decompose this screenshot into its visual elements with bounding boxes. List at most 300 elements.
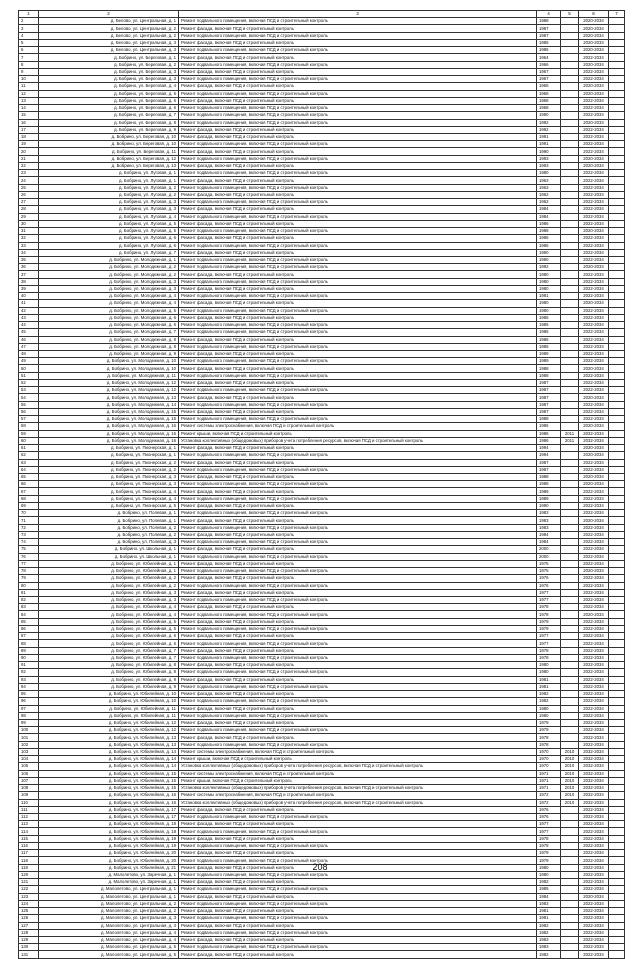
table-row bbox=[19, 177, 625, 184]
address-cell: д. Бобрино, ул. Полевая, д. 1 bbox=[39, 517, 179, 524]
year-built-cell: 1980 bbox=[537, 278, 561, 285]
year-built-cell: 1979 bbox=[537, 719, 561, 726]
address-cell: д. Бобрино, ул. Молодежная, д. 2 bbox=[39, 271, 179, 278]
address-cell: д. Малолетово, ул. Центральная, д. 3 bbox=[39, 922, 179, 929]
row-number-cell: 15 bbox=[19, 112, 39, 119]
row-number-cell: 9 bbox=[19, 68, 39, 75]
work-type-cell: Ремонт подвального помещения, включая ПСД и строительный контроль bbox=[179, 654, 537, 661]
work-type-cell: Ремонт фасада, включая ПСД и строительный контроль bbox=[179, 618, 537, 625]
year-overhaul-cell bbox=[561, 828, 579, 835]
year-overhaul-cell bbox=[561, 126, 579, 133]
note-cell bbox=[609, 835, 625, 842]
note-cell bbox=[609, 423, 625, 430]
work-type-cell: Ремонт фасада, включая ПСД и строительный контроль bbox=[179, 647, 537, 654]
row-number-cell: 100 bbox=[19, 727, 39, 734]
period-cell: 2022-2034 bbox=[579, 170, 609, 177]
note-cell bbox=[609, 184, 625, 191]
address-cell: д. Бобрино, ул. Молодежная, д. 6 bbox=[39, 322, 179, 329]
address-cell: д. Бобрино, ул. Юбилейная, д. 1 bbox=[39, 568, 179, 575]
note-cell bbox=[609, 633, 625, 640]
row-number-cell: 106 bbox=[19, 770, 39, 777]
row-number-cell: 51 bbox=[19, 372, 39, 379]
work-type-cell: Ремонт подвального помещения, включая ПСД и строительный контроль bbox=[179, 387, 537, 394]
table-row bbox=[19, 756, 625, 763]
row-number-cell: 97 bbox=[19, 705, 39, 712]
row-number-cell: 57 bbox=[19, 416, 39, 423]
table-row bbox=[19, 452, 625, 459]
period-cell: 2022-2034 bbox=[579, 133, 609, 140]
row-number-cell: 53 bbox=[19, 387, 39, 394]
year-built-cell: 1982 bbox=[537, 698, 561, 705]
year-built-cell: 1980 bbox=[537, 705, 561, 712]
year-built-cell: 1976 bbox=[537, 575, 561, 582]
work-type-cell: Ремонт подвального помещения, включая ПСД и строительный контроль bbox=[179, 452, 537, 459]
year-overhaul-cell bbox=[561, 112, 579, 119]
work-type-cell: Установка коллективных (общедомовых) приборов учета потребления ресурсов, включая ПСД и строительный контроль bbox=[179, 763, 537, 770]
year-built-cell: 1982 bbox=[537, 929, 561, 936]
row-number-cell: 32 bbox=[19, 235, 39, 242]
note-cell bbox=[609, 133, 625, 140]
work-type-cell: Ремонт фасада, включая ПСД и строительный контроль bbox=[179, 691, 537, 698]
table-row bbox=[19, 278, 625, 285]
work-type-cell: Ремонт фасада, включая ПСД и строительный контроль bbox=[179, 191, 537, 198]
work-type-cell: Ремонт подвального помещения, включая ПСД и строительный контроль bbox=[179, 141, 537, 148]
row-number-cell: 47 bbox=[19, 343, 39, 350]
period-cell: 2022-2034 bbox=[579, 842, 609, 849]
work-type-cell: Ремонт подвального помещения, включая ПСД и строительный контроль bbox=[179, 184, 537, 191]
address-cell: д. Бобрино, ул. Молодежная, д. 10 bbox=[39, 358, 179, 365]
row-number-cell: 68 bbox=[19, 495, 39, 502]
year-built-cell: 1989 bbox=[537, 351, 561, 358]
note-cell bbox=[609, 879, 625, 886]
table-row bbox=[19, 734, 625, 741]
row-number-cell: 58 bbox=[19, 423, 39, 430]
year-built-cell: 1979 bbox=[537, 618, 561, 625]
year-built-cell: 1967 bbox=[537, 68, 561, 75]
year-built-cell: 1987 bbox=[537, 387, 561, 394]
address-cell: д. Бобрино, ул. Школьная, д. 1 bbox=[39, 546, 179, 553]
year-built-cell: 1967 bbox=[537, 76, 561, 83]
table-row bbox=[19, 582, 625, 589]
address-cell: д. Бобрино, ул. Юбилейная, д. 8 bbox=[39, 669, 179, 676]
work-type-cell: Ремонт подвального помещения, включая ПСД и строительный контроль bbox=[179, 264, 537, 271]
address-cell: д. Бобрино, ул. Юбилейная, д. 10 bbox=[39, 698, 179, 705]
table-row bbox=[19, 589, 625, 596]
row-number-cell: 75 bbox=[19, 546, 39, 553]
note-cell bbox=[609, 285, 625, 292]
year-built-cell: 1990 bbox=[537, 256, 561, 263]
address-cell: д. Бобрино, ул. Береговая, д. 9 bbox=[39, 126, 179, 133]
work-type-cell: Ремонт подвального помещения, включая ПСД и строительный контроль bbox=[179, 90, 537, 97]
table-row bbox=[19, 459, 625, 466]
address-cell: д. Малолетово, ул. Центральная, д. 2 bbox=[39, 908, 179, 915]
address-cell: д. Малолетово, ул. Заречная, д. 1 bbox=[39, 871, 179, 878]
address-cell: д. Бобрино, ул. Молодежная, д. 7 bbox=[39, 329, 179, 336]
row-number-cell: 85 bbox=[19, 618, 39, 625]
table-row bbox=[19, 416, 625, 423]
note-cell bbox=[609, 119, 625, 126]
table-row bbox=[19, 531, 625, 538]
period-cell: 2022-2034 bbox=[579, 929, 609, 936]
address-cell: д. Бобрино, ул. Юбилейная, д. 14 bbox=[39, 748, 179, 755]
year-overhaul-cell: 2011 bbox=[561, 437, 579, 444]
year-overhaul-cell bbox=[561, 705, 579, 712]
row-number-cell: 5 bbox=[19, 39, 39, 46]
work-type-cell: Ремонт подвального помещения, включая ПСД и строительный контроль bbox=[179, 539, 537, 546]
work-type-cell: Ремонт фасада, включая ПСД и строительный контроль bbox=[179, 206, 537, 213]
period-cell: 2032-2034 bbox=[579, 748, 609, 755]
row-number-cell: 3 bbox=[19, 25, 39, 32]
period-cell: 2022-2034 bbox=[579, 886, 609, 893]
address-cell: д. Бобрино, ул. Юбилейная, д. 11 bbox=[39, 705, 179, 712]
note-cell bbox=[609, 387, 625, 394]
note-cell bbox=[609, 408, 625, 415]
address-cell: д. Бобрино, ул. Луговая, д. 6 bbox=[39, 242, 179, 249]
work-type-cell: Ремонт фасада, включая ПСД и строительный контроль bbox=[179, 705, 537, 712]
year-built-cell: 1987 bbox=[537, 32, 561, 39]
table-row bbox=[19, 886, 625, 893]
period-cell: 2022-2034 bbox=[579, 734, 609, 741]
year-overhaul-cell bbox=[561, 47, 579, 54]
work-type-cell: Ремонт фасада, включая ПСД и строительный контроль bbox=[179, 806, 537, 813]
period-cell: 2022-2034 bbox=[579, 54, 609, 61]
note-cell bbox=[609, 416, 625, 423]
note-cell bbox=[609, 589, 625, 596]
address-cell: д. Бобрино, ул. Молодежная, д. 5 bbox=[39, 307, 179, 314]
address-cell: д. Бобрино, ул. Пионерская, д. 4 bbox=[39, 488, 179, 495]
note-cell bbox=[609, 756, 625, 763]
note-cell bbox=[609, 213, 625, 220]
work-type-cell: Ремонт фасада, включая ПСД и строительный контроль bbox=[179, 365, 537, 372]
period-cell: 2022-2034 bbox=[579, 654, 609, 661]
address-cell: д. Бобрино, ул. Пионерская, д. 1 bbox=[39, 445, 179, 452]
year-built-cell: 1978 bbox=[537, 654, 561, 661]
year-built-cell: 1988 bbox=[537, 365, 561, 372]
address-cell: д. Малолетово, ул. Центральная, д. 4 bbox=[39, 929, 179, 936]
year-overhaul-cell bbox=[561, 466, 579, 473]
table-row bbox=[19, 351, 625, 358]
year-overhaul-cell bbox=[561, 148, 579, 155]
row-number-cell: 24 bbox=[19, 177, 39, 184]
year-overhaul-cell bbox=[561, 951, 579, 958]
row-number-cell: 82 bbox=[19, 596, 39, 603]
year-built-cell: 2000 bbox=[537, 553, 561, 560]
note-cell bbox=[609, 466, 625, 473]
row-number-cell: 66 bbox=[19, 481, 39, 488]
table-row bbox=[19, 792, 625, 799]
year-built-cell: 1989 bbox=[537, 488, 561, 495]
year-built-cell: 1978 bbox=[537, 611, 561, 618]
year-overhaul-cell bbox=[561, 206, 579, 213]
note-cell bbox=[609, 531, 625, 538]
work-type-cell: Ремонт фасада, включая ПСД и строительный контроль bbox=[179, 162, 537, 169]
table-row bbox=[19, 900, 625, 907]
table-row bbox=[19, 908, 625, 915]
row-number-cell: 92 bbox=[19, 669, 39, 676]
address-cell: д. Бобрино, ул. Юбилейная, д. 17 bbox=[39, 806, 179, 813]
work-type-cell: Ремонт подвального помещения, включая ПСД и строительный контроль bbox=[179, 18, 537, 25]
work-type-cell: Ремонт фасада, включая ПСД и строительный контроль bbox=[179, 560, 537, 567]
table-row bbox=[19, 669, 625, 676]
work-type-cell: Ремонт подвального помещения, включая ПСД и строительный контроль bbox=[179, 343, 537, 350]
period-cell: 2022-2034 bbox=[579, 705, 609, 712]
year-built-cell: 1980 bbox=[537, 871, 561, 878]
period-cell: 2022-2034 bbox=[579, 850, 609, 857]
table-row bbox=[19, 394, 625, 401]
table-row bbox=[19, 235, 625, 242]
year-overhaul-cell bbox=[561, 18, 579, 25]
table-row bbox=[19, 705, 625, 712]
address-cell: д. Бобрино, ул. Молодежная, д. 13 bbox=[39, 394, 179, 401]
year-built-cell: 1977 bbox=[537, 828, 561, 835]
row-number-cell: 80 bbox=[19, 582, 39, 589]
period-cell: 2022-2034 bbox=[579, 336, 609, 343]
note-cell bbox=[609, 235, 625, 242]
period-cell: 2022-2034 bbox=[579, 604, 609, 611]
work-type-cell: Ремонт подвального помещения, включая ПСД и строительный контроль bbox=[179, 669, 537, 676]
year-overhaul-cell bbox=[561, 307, 579, 314]
note-cell bbox=[609, 944, 625, 951]
work-type-cell: Ремонт фасада, включая ПСД и строительный контроль bbox=[179, 394, 537, 401]
table-row bbox=[19, 517, 625, 524]
note-cell bbox=[609, 546, 625, 553]
year-built-cell: 1990 bbox=[537, 502, 561, 509]
period-cell: 2022-2034 bbox=[579, 582, 609, 589]
table-row bbox=[19, 184, 625, 191]
year-built-cell: 1964 bbox=[537, 54, 561, 61]
address-cell: д. Бобрино, ул. Береговая, д. 1 bbox=[39, 54, 179, 61]
address-cell: д. Бобрино, ул. Юбилейная, д. 2 bbox=[39, 575, 179, 582]
address-cell: д. Бобрино, ул. Юбилейная, д. 15 bbox=[39, 777, 179, 784]
table-row bbox=[19, 264, 625, 271]
note-cell bbox=[609, 676, 625, 683]
work-type-cell: Ремонт подвального помещения, включая ПСД и строительный контроль bbox=[179, 944, 537, 951]
year-overhaul-cell bbox=[561, 502, 579, 509]
row-number-cell: 111 bbox=[19, 806, 39, 813]
year-overhaul-cell bbox=[561, 25, 579, 32]
note-cell bbox=[609, 430, 625, 437]
table-row bbox=[19, 814, 625, 821]
table-row bbox=[19, 336, 625, 343]
period-cell: 2022-2034 bbox=[579, 314, 609, 321]
period-cell: 2020-2034 bbox=[579, 155, 609, 162]
table-row bbox=[19, 691, 625, 698]
col-header-5: 5 bbox=[561, 11, 579, 18]
address-cell: д. Малолетово, ул. Центральная, д. 3 bbox=[39, 915, 179, 922]
note-cell bbox=[609, 97, 625, 104]
row-number-cell: 19 bbox=[19, 141, 39, 148]
address-cell: д. Бобрино, ул. Юбилейная, д. 3 bbox=[39, 589, 179, 596]
table-row bbox=[19, 32, 625, 39]
year-overhaul-cell bbox=[561, 379, 579, 386]
period-cell: 2022-2034 bbox=[579, 495, 609, 502]
year-overhaul-cell bbox=[561, 604, 579, 611]
work-type-cell: Ремонт фасада, включая ПСД и строительный контроль bbox=[179, 604, 537, 611]
work-type-cell: Ремонт подвального помещения, включая ПСД и строительный контроль bbox=[179, 900, 537, 907]
address-cell: д. Бобрино, ул. Молодежная, д. 16 bbox=[39, 437, 179, 444]
year-overhaul-cell bbox=[561, 300, 579, 307]
note-cell bbox=[609, 915, 625, 922]
note-cell bbox=[609, 792, 625, 799]
period-cell: 2020-2034 bbox=[579, 119, 609, 126]
year-built-cell: 1978 bbox=[537, 604, 561, 611]
table-row bbox=[19, 712, 625, 719]
address-cell: д. Бобрино, ул. Пионерская, д. 3 bbox=[39, 474, 179, 481]
year-overhaul-cell bbox=[561, 220, 579, 227]
year-built-cell: 1982 bbox=[537, 951, 561, 958]
work-type-cell: Ремонт фасада, включая ПСД и строительный контроль bbox=[179, 68, 537, 75]
table-row bbox=[19, 408, 625, 415]
work-type-cell: Ремонт фасада, включая ПСД и строительный контроль bbox=[179, 235, 537, 242]
row-number-cell: 34 bbox=[19, 249, 39, 256]
period-cell: 2022-2034 bbox=[579, 148, 609, 155]
address-cell: д. Малолетово, ул. Центральная, д. 4 bbox=[39, 937, 179, 944]
year-overhaul-cell bbox=[561, 850, 579, 857]
year-built-cell: 1983 bbox=[537, 900, 561, 907]
address-cell: д. Бобрино, ул. Юбилейная, д. 14 bbox=[39, 756, 179, 763]
col-header-7: 7 bbox=[609, 11, 625, 18]
year-overhaul-cell bbox=[561, 329, 579, 336]
row-number-cell: 88 bbox=[19, 640, 39, 647]
note-cell bbox=[609, 575, 625, 582]
work-type-cell: Ремонт подвального помещения, включая ПСД и строительный контроль bbox=[179, 640, 537, 647]
address-cell: д. Бобрино, ул. Луговая, д. 7 bbox=[39, 249, 179, 256]
year-overhaul-cell bbox=[561, 54, 579, 61]
table-row bbox=[19, 539, 625, 546]
work-type-cell: Ремонт фасада, включая ПСД и строительный контроль bbox=[179, 54, 537, 61]
work-type-cell: Ремонт подвального помещения, включая ПСД и строительный контроль bbox=[179, 155, 537, 162]
col-header-3: 3 bbox=[179, 11, 537, 18]
note-cell bbox=[609, 495, 625, 502]
year-built-cell: 1977 bbox=[537, 821, 561, 828]
row-number-cell: 59 bbox=[19, 430, 39, 437]
table-row bbox=[19, 654, 625, 661]
table-row bbox=[19, 445, 625, 452]
table-row bbox=[19, 748, 625, 755]
year-overhaul-cell bbox=[561, 517, 579, 524]
address-cell: д. Белово, ул. Центральная, д. 3 bbox=[39, 39, 179, 46]
table-row bbox=[19, 401, 625, 408]
period-cell: 2032-2034 bbox=[579, 756, 609, 763]
address-cell: д. Бобрино, ул. Луговая, д. 4 bbox=[39, 213, 179, 220]
table-row bbox=[19, 719, 625, 726]
year-built-cell: 1980 bbox=[537, 285, 561, 292]
address-cell: д. Белово, ул. Центральная, д. 1 bbox=[39, 18, 179, 25]
address-cell: д. Бобрино, ул. Юбилейная, д. 21 bbox=[39, 864, 179, 871]
work-type-cell: Ремонт фасада, включая ПСД и строительный контроль bbox=[179, 408, 537, 415]
note-cell bbox=[609, 481, 625, 488]
year-built-cell: 1986 bbox=[537, 437, 561, 444]
note-cell bbox=[609, 83, 625, 90]
table-row bbox=[19, 495, 625, 502]
address-cell: д. Бобрино, ул. Луговая, д. 2 bbox=[39, 184, 179, 191]
period-cell: 2022-2034 bbox=[579, 669, 609, 676]
table-row bbox=[19, 662, 625, 669]
year-overhaul-cell bbox=[561, 83, 579, 90]
note-cell bbox=[609, 524, 625, 531]
period-cell: 2022-2034 bbox=[579, 351, 609, 358]
address-cell: д. Бобрино, ул. Юбилейная, д. 4 bbox=[39, 611, 179, 618]
address-cell: д. Бобрино, ул. Пионерская, д. 3 bbox=[39, 481, 179, 488]
address-cell: д. Бобрино, ул. Юбилейная, д. 8 bbox=[39, 662, 179, 669]
period-cell: 2022-2034 bbox=[579, 625, 609, 632]
note-cell bbox=[609, 654, 625, 661]
table-row bbox=[19, 148, 625, 155]
period-cell: 2022-2034 bbox=[579, 249, 609, 256]
year-built-cell: 1965 bbox=[537, 83, 561, 90]
row-number-cell: 25 bbox=[19, 184, 39, 191]
note-cell bbox=[609, 821, 625, 828]
col-header-6: 6 bbox=[579, 11, 609, 18]
row-number-cell: 49 bbox=[19, 358, 39, 365]
period-cell: 2022-2034 bbox=[579, 379, 609, 386]
work-type-cell: Ремонт подвального помещения, включая ПСД и строительный контроль bbox=[179, 278, 537, 285]
address-cell: д. Бобрино, ул. Юбилейная, д. 19 bbox=[39, 835, 179, 842]
row-number-cell: 123 bbox=[19, 893, 39, 900]
work-type-cell: Ремонт подвального помещения, включая ПСД и строительный контроль bbox=[179, 886, 537, 893]
year-built-cell: 1982 bbox=[537, 922, 561, 929]
note-cell bbox=[609, 908, 625, 915]
note-cell bbox=[609, 502, 625, 509]
work-type-cell: Ремонт фасада, включая ПСД и строительный контроль bbox=[179, 249, 537, 256]
table-row bbox=[19, 633, 625, 640]
address-cell: д. Малолетово, ул. Центральная, д. 1 bbox=[39, 886, 179, 893]
year-built-cell: 1985 bbox=[537, 322, 561, 329]
period-cell: 2022-2034 bbox=[579, 235, 609, 242]
year-overhaul-cell bbox=[561, 278, 579, 285]
row-number-cell: 105 bbox=[19, 763, 39, 770]
period-cell: 2022-2034 bbox=[579, 126, 609, 133]
year-built-cell: 1990 bbox=[537, 249, 561, 256]
table-row bbox=[19, 727, 625, 734]
row-number-cell: 56 bbox=[19, 408, 39, 415]
table-row bbox=[19, 510, 625, 517]
row-number-cell: 116 bbox=[19, 842, 39, 849]
year-overhaul-cell bbox=[561, 271, 579, 278]
work-type-cell: Ремонт фасада, включая ПСД и строительный контроль bbox=[179, 97, 537, 104]
year-built-cell: 1975 bbox=[537, 568, 561, 575]
address-cell: д. Бобрино, ул. Береговая, д. 8 bbox=[39, 119, 179, 126]
address-cell: д. Бобрино, ул. Молодежная, д. 15 bbox=[39, 416, 179, 423]
table-row bbox=[19, 929, 625, 936]
year-overhaul-cell bbox=[561, 922, 579, 929]
work-type-cell: Ремонт фасада, включая ПСД и строительный контроль bbox=[179, 25, 537, 32]
period-cell: 2022-2034 bbox=[579, 105, 609, 112]
address-cell: д. Бобрино, ул. Молодежная, д. 3 bbox=[39, 285, 179, 292]
work-type-cell: Ремонт подвального помещения, включая ПСД и строительный контроль bbox=[179, 625, 537, 632]
row-number-cell: 46 bbox=[19, 336, 39, 343]
note-cell bbox=[609, 445, 625, 452]
table-row bbox=[19, 676, 625, 683]
table-row bbox=[19, 437, 625, 444]
document-page bbox=[18, 10, 624, 959]
table-row bbox=[19, 220, 625, 227]
period-cell: 2022-2034 bbox=[579, 213, 609, 220]
address-cell: д. Бобрино, ул. Молодежная, д. 6 bbox=[39, 314, 179, 321]
year-overhaul-cell bbox=[561, 372, 579, 379]
year-overhaul-cell bbox=[561, 734, 579, 741]
table-row bbox=[19, 105, 625, 112]
year-overhaul-cell bbox=[561, 582, 579, 589]
work-type-cell: Ремонт фасада, включая ПСД и строительный контроль bbox=[179, 285, 537, 292]
year-built-cell: 1986 bbox=[537, 430, 561, 437]
table-row bbox=[19, 293, 625, 300]
address-cell: д. Бобрино, ул. Полевая, д. 2 bbox=[39, 531, 179, 538]
period-cell: 2022-2034 bbox=[579, 871, 609, 878]
work-type-cell: Ремонт подвального помещения, включая ПСД и строительный контроль bbox=[179, 596, 537, 603]
note-cell bbox=[609, 401, 625, 408]
year-built-cell: 1976 bbox=[537, 582, 561, 589]
